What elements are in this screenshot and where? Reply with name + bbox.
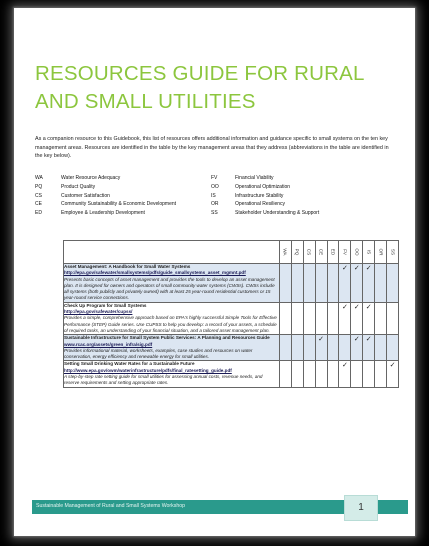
check-cell <box>339 335 351 361</box>
check-cell <box>351 361 363 387</box>
column-header <box>339 241 351 264</box>
check-cell <box>303 264 315 303</box>
column-header <box>327 241 339 264</box>
key-name: Operational Resiliency <box>235 201 286 208</box>
check-cell: ✓ <box>363 302 375 334</box>
abbreviation-key <box>35 174 395 218</box>
table-row <box>64 264 399 303</box>
check-cell <box>387 302 399 334</box>
key-name: Financial Viability <box>235 175 274 181</box>
title-line-2: AND SMALL UTILITIES <box>35 90 256 113</box>
column-header-label: IS <box>366 249 372 255</box>
table-header-row <box>64 241 399 264</box>
column-header <box>351 241 363 264</box>
resource-description: Presents basic concepts of asset management and provides the tools to develop an asset management plan. It is designed for owners and operators of small community water systems (CWSs). CWSs include all systems (both publicly and privately owned) with at least 25 year-round residential customers or 15 year-round service connections. <box>64 276 275 301</box>
key-row <box>35 183 395 192</box>
check-cell <box>303 302 315 334</box>
key-name: Employee & Leadership Development <box>61 210 145 217</box>
check-cell <box>315 361 327 387</box>
check-cell <box>375 302 387 334</box>
key-name: Stakeholder Understanding & Support <box>235 210 320 217</box>
header-blank-cell <box>64 241 280 264</box>
column-header-label: PQ <box>294 248 300 256</box>
check-cell <box>280 361 292 387</box>
check-cell <box>387 264 399 303</box>
check-cell: ✓ <box>363 264 375 303</box>
table-row <box>64 361 399 387</box>
check-cell <box>303 335 315 361</box>
page-title <box>35 60 405 116</box>
column-header-label: FV <box>342 249 348 255</box>
resource-description: Provides informational material, worksheets, examples, case studies and resources on water conservation, energy efficiency and renewable energy for small utilities. <box>64 347 253 360</box>
check-cell <box>280 264 292 303</box>
resource-title: Asset Management: A Handbook for Small Water Systems <box>64 264 191 269</box>
intro-paragraph: As a companion resource to this Guidebook, this list of resources offers additional information and guidance specific to small systems on the ten key management areas. Resources are identified in the table by the key management areas that they address (abbreviations in the table are identified in the key below). <box>35 136 389 160</box>
column-header <box>291 241 303 264</box>
document-page <box>14 8 415 536</box>
key-code: OO <box>211 183 219 190</box>
check-cell: ✓ <box>387 361 399 387</box>
resource-title: Setting Small Drinking Water Rates for a Sustainable Future <box>64 361 195 367</box>
column-header <box>375 241 387 264</box>
key-name: Operational Optimization <box>235 183 291 190</box>
check-cell <box>387 335 399 361</box>
key-code: SS <box>211 210 218 217</box>
key-code: ED <box>35 210 42 217</box>
column-header-label: OR <box>378 248 384 256</box>
key-row <box>35 174 395 183</box>
check-cell <box>375 361 387 387</box>
check-cell <box>327 361 339 387</box>
column-header-label: CE <box>318 248 324 256</box>
check-cell <box>375 335 387 361</box>
check-cell <box>363 361 375 387</box>
check-cell <box>315 302 327 334</box>
table-row <box>64 302 399 334</box>
resource-title: Sustainable Infrastructure for Small System Public Services: A Planning and Resources Guide <box>64 335 270 341</box>
column-header-label: ED <box>330 248 336 256</box>
key-name: Infrastructure Stability <box>235 192 284 199</box>
column-header <box>387 241 399 264</box>
title-line-1: RESOURCES GUIDE FOR RURAL <box>35 62 365 85</box>
check-cell <box>303 361 315 387</box>
resource-link[interactable]: http://www.epa.gov/owm/waterinfrastructure/pdfs/final_ratesetting_guide.pdf <box>64 367 232 373</box>
column-header-label: CS <box>306 248 312 256</box>
resource-title: Check Up Program for Small Systems <box>64 302 147 308</box>
resources-table <box>63 240 399 388</box>
check-cell: ✓ <box>363 335 375 361</box>
check-cell <box>291 302 303 334</box>
table-row <box>64 335 399 361</box>
resource-link[interactable]: http://epa.gov/safewater/cupss/ <box>64 309 133 315</box>
resource-link[interactable]: http://epa.gov/safewater/smallsystems/pdfs/guide_smallsystems_asset_mgmnt.pdf <box>64 270 246 276</box>
check-cell <box>327 302 339 334</box>
column-header <box>363 241 375 264</box>
resource-cell <box>64 264 280 303</box>
resource-link[interactable]: www.rcac.org/assets/green_infra/sig.pdf <box>64 341 153 347</box>
check-cell: ✓ <box>315 335 327 361</box>
check-cell <box>315 264 327 303</box>
check-cell: ✓ <box>339 264 351 303</box>
resource-cell <box>64 335 280 361</box>
resource-cell <box>64 361 280 387</box>
key-code: CE <box>35 201 42 208</box>
check-cell <box>327 264 339 303</box>
check-cell <box>280 335 292 361</box>
column-header-label: WA <box>282 248 288 256</box>
column-header <box>280 241 292 264</box>
key-code: OR <box>211 201 219 208</box>
check-cell <box>280 302 292 334</box>
column-header-label: SS <box>390 248 395 256</box>
key-name: Community Sustainability & Economic Development <box>61 201 177 208</box>
check-cell <box>291 264 303 303</box>
key-name: Customer Satisfaction <box>61 192 110 199</box>
column-header-label: OO <box>354 248 360 256</box>
column-header <box>315 241 327 264</box>
resource-description: Provides a simple, comprehensive approach based on EPA's highly successful Simple Tools for Effective Performance (STEP) Guide series. Use CUPSS to help you develop: a record of your assets, a schedule of required tasks, an understanding of your financial situation, and a tailored asset management plan. <box>64 315 277 333</box>
key-code: PQ <box>35 183 43 190</box>
check-cell <box>291 335 303 361</box>
page-number: 1 <box>344 495 378 521</box>
key-code: FV <box>211 175 218 181</box>
column-header <box>303 241 315 264</box>
key-row <box>35 192 395 201</box>
check-cell <box>327 335 339 361</box>
check-cell: ✓ <box>339 302 351 334</box>
key-code: WA <box>35 175 43 181</box>
key-code: CS <box>35 192 42 199</box>
key-name: Water Resource Adequacy <box>61 175 121 181</box>
check-cell: ✓ <box>339 361 351 387</box>
footer-text: Sustainable Management of Rural and Small Systems Workshop <box>36 503 185 509</box>
check-cell: ✓ <box>351 302 363 334</box>
check-cell <box>291 361 303 387</box>
check-cell <box>375 264 387 303</box>
key-row <box>35 209 395 218</box>
key-code: IS <box>211 192 216 199</box>
check-cell: ✓ <box>351 335 363 361</box>
key-name: Product Quality <box>61 183 96 190</box>
resource-cell <box>64 302 280 334</box>
key-row <box>35 200 395 209</box>
resource-description: A step-by-step rate setting guide for small utilities for assessing annual costs, revenue needs, and reserve requirements and setting appropriate rates. <box>64 374 263 386</box>
check-cell: ✓ <box>351 264 363 303</box>
